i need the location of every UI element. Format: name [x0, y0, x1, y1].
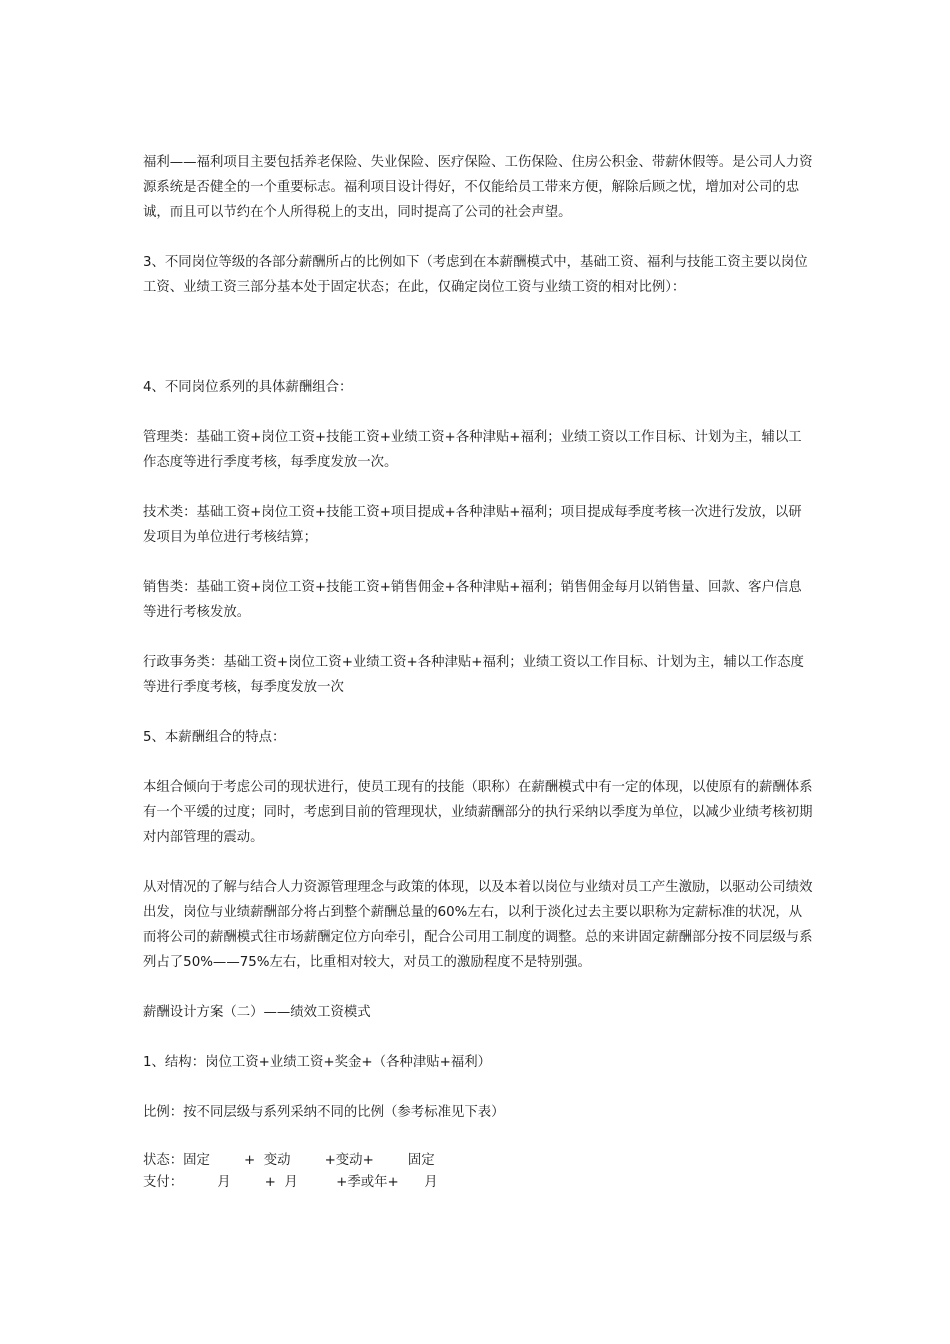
structure-paragraph: 1、结构：岗位工资+业绩工资+奖金+（各种津贴+福利）	[143, 1055, 491, 1070]
spacer	[143, 975, 815, 1000]
spacer	[143, 1025, 815, 1050]
management-paragraph: 管理类：基础工资+岗位工资+技能工资+业绩工资+各种津贴+福利；业绩工资以工作目标、计划为主，辅以工作态度等进行季度考核，每季度发放一次。	[143, 430, 802, 470]
status-line: 状态：固定 + 变动 +变动+ 固定	[143, 1153, 435, 1168]
document-body	[143, 150, 815, 1194]
spacer	[143, 700, 815, 725]
spacer	[143, 550, 815, 575]
spacer	[143, 850, 815, 875]
spacer	[143, 225, 815, 250]
welfare-paragraph: 福利——福利项目主要包括养老保险、失业保险、医疗保险、工伤保险、住房公积金、带薪休假等。是公司人力资源系统是否健全的一个重要标志。福利项目设计得好，不仅能给员工带来方便，解除后顾之忧，增加对公司的忠诚，而且可以节约在个人所得税上的支出，同时提高了公司的社会声望。	[143, 155, 813, 220]
admin-paragraph: 行政事务类：基础工资+岗位工资+业绩工资+各种津贴+福利；业绩工资以工作目标、计划为主，辅以工作态度等进行季度考核，每季度发放一次	[143, 655, 804, 695]
spacer	[143, 1075, 815, 1100]
spacer	[143, 750, 815, 775]
ratio-paragraph: 比例：按不同层级与系列采纳不同的比例（参考标准见下表）	[143, 1105, 505, 1120]
features-paragraph: 本组合倾向于考虑公司的现状进行，使员工现有的技能（职称）在薪酬模式中有一定的体现，以使原有的薪酬体系有一个平缓的过度；同时，考虑到目前的管理现状，业绩薪酬部分的执行采纳以季度为单位，以减少业绩考核初期对内部管理的震动。	[143, 780, 813, 845]
spacer	[143, 475, 815, 500]
spacer	[143, 400, 815, 425]
sales-paragraph: 销售类：基础工资+岗位工资+技能工资+销售佣金+各种津贴+福利；销售佣金每月以销售量、回款、客户信息等进行考核发放。	[143, 580, 802, 620]
spacer	[143, 1125, 815, 1150]
spacer	[143, 625, 815, 650]
spacer	[143, 300, 815, 375]
pay-line: 支付： 月 + 月 +季或年+ 月	[143, 1175, 438, 1190]
plan-two-heading: 薪酬设计方案（二）——绩效工资模式	[143, 1005, 371, 1020]
section-3-paragraph: 3、不同岗位等级的各部分薪酬所占的比例如下（考虑到在本薪酬模式中，基础工资、福利与技能工资主要以岗位工资、业绩工资三部分基本处于固定状态；在此，仅确定岗位工资与业绩工资的相对比例）：	[143, 255, 808, 295]
analysis-paragraph: 从对情况的了解与结合人力资源管理理念与政策的体现，以及本着以岗位与业绩对员工产生激励，以驱动公司绩效出发，岗位与业绩薪酬部分将占到整个薪酬总量的60%左右，以利于淡化过去主要以职称为定薪标准的状况，从而将公司的薪酬模式往市场薪酬定位方向牵引，配合公司用工制度的调整。总的来讲固定薪酬部分按不同层级与系列占了50%——75%左右，比重相对较大，对员工的激励程度不是特别强。	[143, 880, 813, 970]
technical-paragraph: 技术类：基础工资+岗位工资+技能工资+项目提成+各种津贴+福利；项目提成每季度考核一次进行发放，以研发项目为单位进行考核结算；	[143, 505, 802, 545]
section-4-heading: 4、不同岗位系列的具体薪酬组合：	[143, 380, 353, 395]
section-5-heading: 5、本薪酬组合的特点：	[143, 730, 286, 745]
